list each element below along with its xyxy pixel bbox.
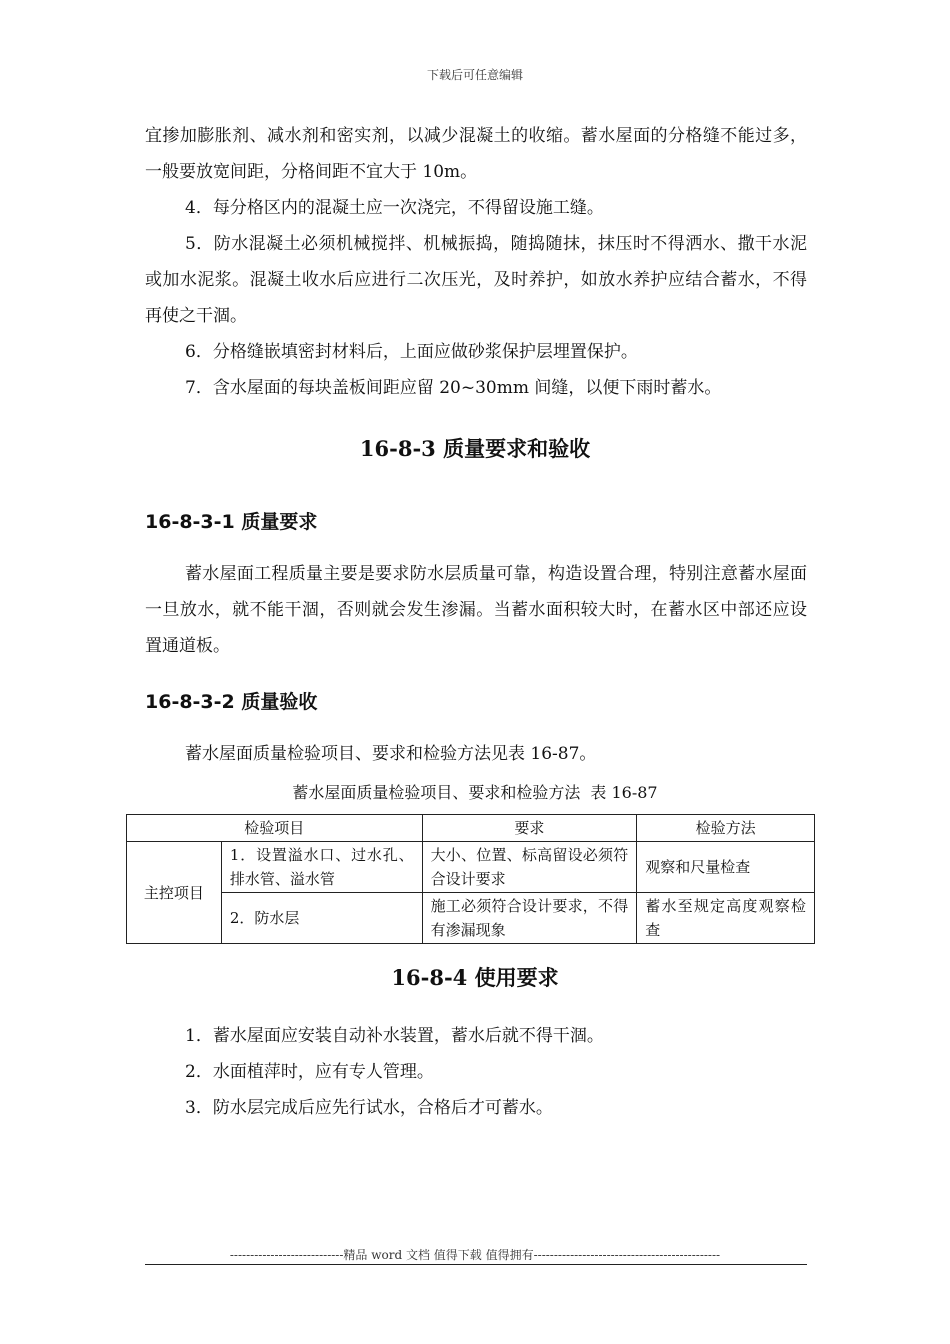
table-caption-text: 蓄水屋面质量检验项目、要求和检验方法 [292,783,581,802]
paragraph: 蓄水屋面工程质量主要是要求防水层质量可靠，构造设置合理，特别注意蓄水屋面一旦放水，就不能干涸，否则就会发生渗漏。当蓄水面积较大时，在蓄水区中部还应设置通道板。 [145,564,807,656]
list-item: 1．蓄水屋面应安装自动补水装置，蓄水后就不得干涸。 [185,1026,604,1046]
quality-inspection-table [126,814,815,944]
table-cell: 观察和尺量检查 [637,842,815,893]
footer-rule [145,1264,807,1265]
table-header-cell: 检验项目 [127,815,423,842]
usage-requirements [145,1018,807,1126]
quality-requirements [145,556,807,664]
list-item: 3．防水层完成后应先行试水，合格后才可蓄水。 [185,1098,553,1118]
page-header: 下载后可任意编辑 [426,68,523,82]
table-header-cell: 检验方法 [637,815,815,842]
table-row [127,893,815,944]
section-heading: 16-8-4 使用要求 [391,965,559,990]
page-footer: ----------------------------精品 word 文档 值得下载 值得拥有---------------------------------------------- [229,1248,721,1262]
table-row [127,842,815,893]
table-cell: 2．防水层 [221,893,422,944]
section-heading: 16-8-3 质量要求和验收 [359,436,591,461]
table-cell: 1．设置溢水口、过水孔、排水管、溢水管 [221,842,422,893]
paragraph: 5．防水混凝土必须机械搅拌、机械振捣，随捣随抹，抹压时不得洒水、撒干水泥或加水泥浆。混凝土收水后应进行二次压光，及时养护，如放水养护应结合蓄水，不得再使之干涸。 [145,234,807,326]
list-item: 2．水面植萍时，应有专人管理。 [185,1062,434,1082]
subsection-heading: 16-8-3-1 质量要求 [145,511,318,533]
paragraph: 7．含水屋面的每块盖板间距应留 20~30mm 间缝，以便下雨时蓄水。 [185,378,722,398]
subsection-heading: 16-8-3-2 质量验收 [145,691,318,713]
table-number: 表 16-87 [590,783,658,802]
paragraph: 4．每分格区内的混凝土应一次浇完，不得留设施工缝。 [185,198,604,218]
table-cell: 施工必须符合设计要求，不得有渗漏现象 [422,893,637,944]
paragraph: 蓄水屋面质量检验项目、要求和检验方法见表 16-87。 [185,744,597,764]
table-header-row [127,815,815,842]
group-label-cell: 主控项目 [127,842,222,944]
table-cell: 大小、位置、标高留设必须符合设计要求 [422,842,637,893]
table-header-cell: 要求 [422,815,637,842]
table-caption [0,780,950,803]
paragraph: 宜掺加膨胀剂、减水剂和密实剂，以减少混凝土的收缩。蓄水屋面的分格缝不能过多，一般要放宽间距，分格间距不宜大于 10m。 [145,126,807,182]
construction-notes [145,118,807,406]
paragraph: 6．分格缝嵌填密封材料后，上面应做砂浆保护层埋置保护。 [185,342,638,362]
acceptance-intro [145,736,807,772]
table-cell: 蓄水至规定高度观察检查 [637,893,815,944]
